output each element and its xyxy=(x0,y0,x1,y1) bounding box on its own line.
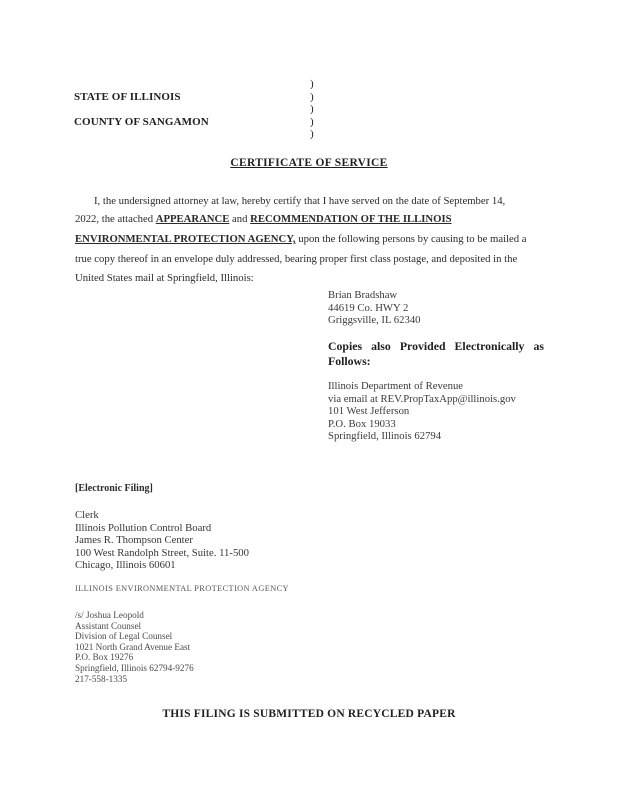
recipient-street: 44619 Co. HWY 2 xyxy=(328,301,409,314)
body-line-3 xyxy=(75,233,527,245)
caption-parens xyxy=(310,78,314,141)
signature-title: Assistant Counsel xyxy=(75,620,142,631)
body-text: 2022, the attached xyxy=(75,213,156,225)
clerk-address xyxy=(75,509,249,572)
clerk-line: 100 West Randolph Street, Suite. 11-500 xyxy=(75,546,249,559)
signature-pobox: P.O. Box 19276 xyxy=(75,652,134,663)
recipient-city: Griggsville, IL 62340 xyxy=(328,314,421,326)
recommendation-title: RECOMMENDATION OF THE ILLINOIS xyxy=(250,213,452,225)
recycled-paper-footer: THIS FILING IS SUBMITTED ON RECYCLED PAPER xyxy=(162,708,456,720)
document-title: CERTIFICATE OF SERVICE xyxy=(230,157,388,169)
paren: ) xyxy=(310,90,314,103)
paren: ) xyxy=(310,128,314,140)
signature-phone: 217-558-1335 xyxy=(75,673,128,684)
copies-recipient-line: Springfield, Illinois 62794 xyxy=(328,430,442,442)
body-text: upon the following persons by causing to be mailed a xyxy=(295,233,527,245)
paren: ) xyxy=(310,78,314,90)
copies-heading: Copies also Provided Electronically as Follows: xyxy=(328,339,544,368)
agency-name: ILLINOIS ENVIRONMENTAL PROTECTION AGENCY xyxy=(75,584,289,593)
signature-street: 1021 North Grand Avenue East xyxy=(75,641,191,652)
paren: ) xyxy=(310,103,314,115)
recommendation-title-cont: ENVIRONMENTAL PROTECTION AGENCY, xyxy=(75,233,296,245)
copies-recipient-line: 101 West Jefferson xyxy=(328,405,410,417)
body-line-5: United States mail at Springfield, Illinois: xyxy=(75,272,254,284)
clerk-line: Clerk xyxy=(75,509,99,521)
copies-recipient-line: P.O. Box 19033 xyxy=(328,417,396,430)
recipient-name: Brian Bradshaw xyxy=(328,289,398,301)
signature-block xyxy=(75,610,194,684)
signature-division: Division of Legal Counsel xyxy=(75,631,173,642)
clerk-line: Chicago, Illinois 60601 xyxy=(75,559,176,571)
copies-recipient-address xyxy=(328,380,516,443)
copies-recipient-email: via email at REV.PropTaxApp@illinois.gov xyxy=(328,392,516,405)
body-text: and xyxy=(229,213,251,225)
copies-recipient-line: Illinois Department of Revenue xyxy=(328,380,464,392)
county-caption: COUNTY OF SANGAMON xyxy=(74,116,209,128)
paren: ) xyxy=(310,115,314,128)
state-caption: STATE OF ILLINOIS xyxy=(74,91,181,103)
recipient-address xyxy=(328,289,421,327)
signature-name: /s/ Joshua Leopold xyxy=(75,610,144,620)
clerk-line: Illinois Pollution Control Board xyxy=(75,521,212,534)
appearance-title: APPEARANCE xyxy=(155,213,230,225)
electronic-filing-label: [Electronic Filing] xyxy=(75,483,153,494)
clerk-line: James R. Thompson Center xyxy=(75,534,193,546)
body-line-1: I, the undersigned attorney at law, hereby certify that I have served on the date of September 14, xyxy=(94,195,506,207)
signature-city: Springfield, Illinois 62794-9276 xyxy=(75,662,194,673)
body-line-4: true copy thereof in an envelope duly addressed, bearing proper first class postage, and deposited in the xyxy=(75,253,518,265)
body-line-2 xyxy=(75,213,452,225)
